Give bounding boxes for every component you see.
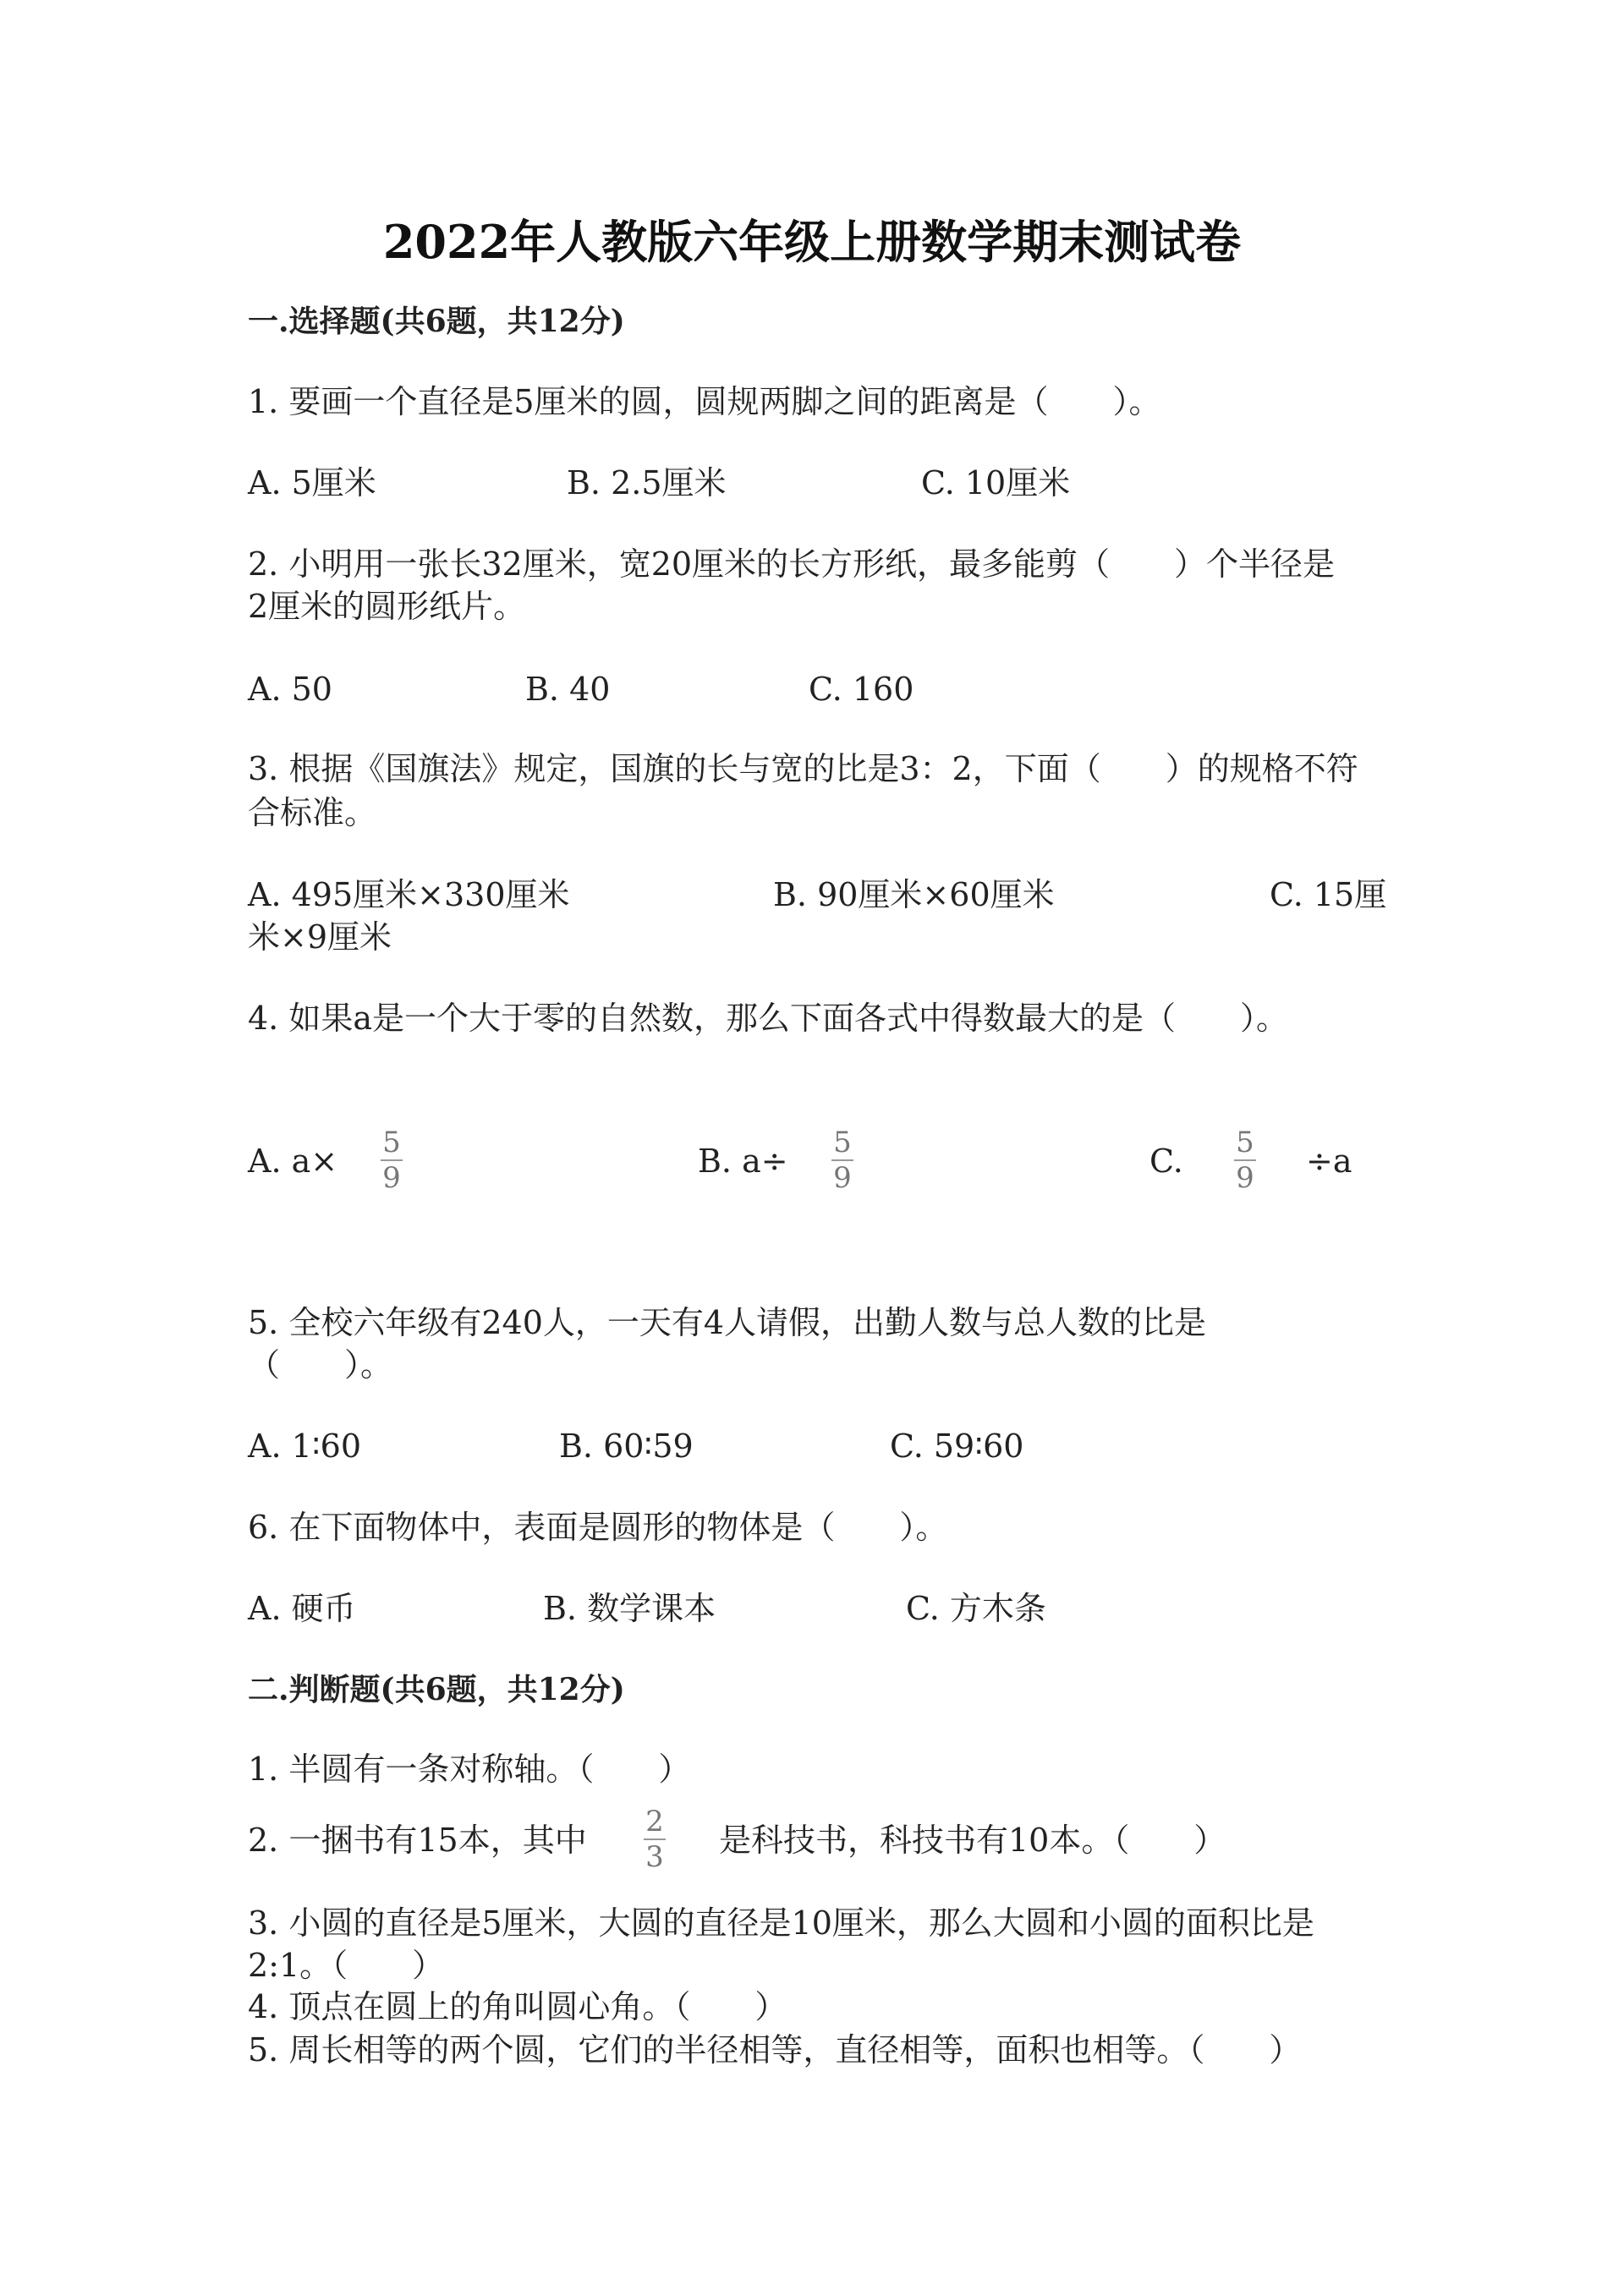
judge-1: 1. 半圆有一条对称轴。（ ） — [248, 1751, 691, 1788]
option-a: A. 硬币 — [248, 1590, 356, 1627]
option-c: C. 方木条 — [906, 1590, 1046, 1627]
fraction: 2 3 — [644, 1806, 666, 1872]
judge-5: 5. 周长相等的两个圆，它们的半径相等，直径相等，面积也相等。（ ） — [248, 2031, 1302, 2069]
option-b: B. 数学课本 — [543, 1590, 716, 1627]
option-b: B. 60∶59 — [559, 1427, 694, 1465]
option-c: C. 15厘 — [1270, 876, 1387, 913]
fraction: 5 9 — [831, 1127, 853, 1193]
judge-2: 2. 一捆书有15本，其中 — [248, 1822, 587, 1859]
option-a: A. 1∶60 — [248, 1427, 362, 1465]
option-c-cont: 米×9厘米 — [248, 918, 392, 956]
fraction: 5 9 — [381, 1127, 403, 1193]
option-a: A. 5厘米 — [248, 464, 376, 501]
judge-3-cont: 2:1。（ ） — [248, 1947, 445, 1984]
option-b: B. 2.5厘米 — [567, 464, 727, 501]
question-5: 5. 全校六年级有240人，一天有4人请假，出勤人数与总人数的比是 — [248, 1304, 1207, 1341]
judge-4: 4. 顶点在圆上的角叫圆心角。（ ） — [248, 1988, 787, 2025]
question-2-cont: 2厘米的圆形纸片。 — [248, 588, 526, 625]
option-a: A. 495厘米×330厘米 — [248, 876, 570, 913]
section-heading-judge: 二.判断题(共6题，共12分) — [248, 1672, 625, 1707]
question-6: 6. 在下面物体中，表面是圆形的物体是（ ）。 — [248, 1509, 948, 1546]
page-title: 2022年人教版六年级上册数学期末测试卷 — [382, 215, 1242, 269]
question-2: 2. 小明用一张长32厘米，宽20厘米的长方形纸，最多能剪（ ）个半径是 — [248, 545, 1336, 583]
option-c: C. 160 — [809, 671, 914, 708]
question-1: 1. 要画一个直径是5厘米的圆，圆规两脚之间的距离是（ ）。 — [248, 383, 1161, 420]
question-5-cont: （ ）。 — [248, 1346, 393, 1384]
option-c: C. 59∶60 — [890, 1427, 1024, 1465]
section-heading-choice: 一.选择题(共6题，共12分) — [248, 304, 625, 339]
question-3-cont: 合标准。 — [248, 794, 377, 831]
option-c: C. 10厘米 — [921, 464, 1071, 501]
question-3: 3. 根据《国旗法》规定，国旗的长与宽的比是3：2，下面（ ）的规格不符 — [248, 750, 1358, 787]
fraction: 5 9 — [1234, 1127, 1256, 1193]
question-4: 4. 如果a是一个大于零的自然数，那么下面各式中得数最大的是（ ）。 — [248, 1000, 1288, 1037]
option-a: A. a× — [248, 1143, 338, 1180]
judge-2-cont: 是科技书，科技书有10本。（ ） — [719, 1822, 1226, 1859]
option-a: A. 50 — [248, 671, 332, 708]
judge-3: 3. 小圆的直径是5厘米，大圆的直径是10厘米，那么大圆和小圆的面积比是 — [248, 1904, 1314, 1942]
option-c-suffix: ÷a — [1306, 1143, 1352, 1180]
option-b: B. 40 — [525, 671, 611, 708]
option-b: B. a÷ — [698, 1143, 788, 1180]
option-b: B. 90厘米×60厘米 — [773, 876, 1055, 913]
option-c: C. — [1149, 1143, 1183, 1180]
